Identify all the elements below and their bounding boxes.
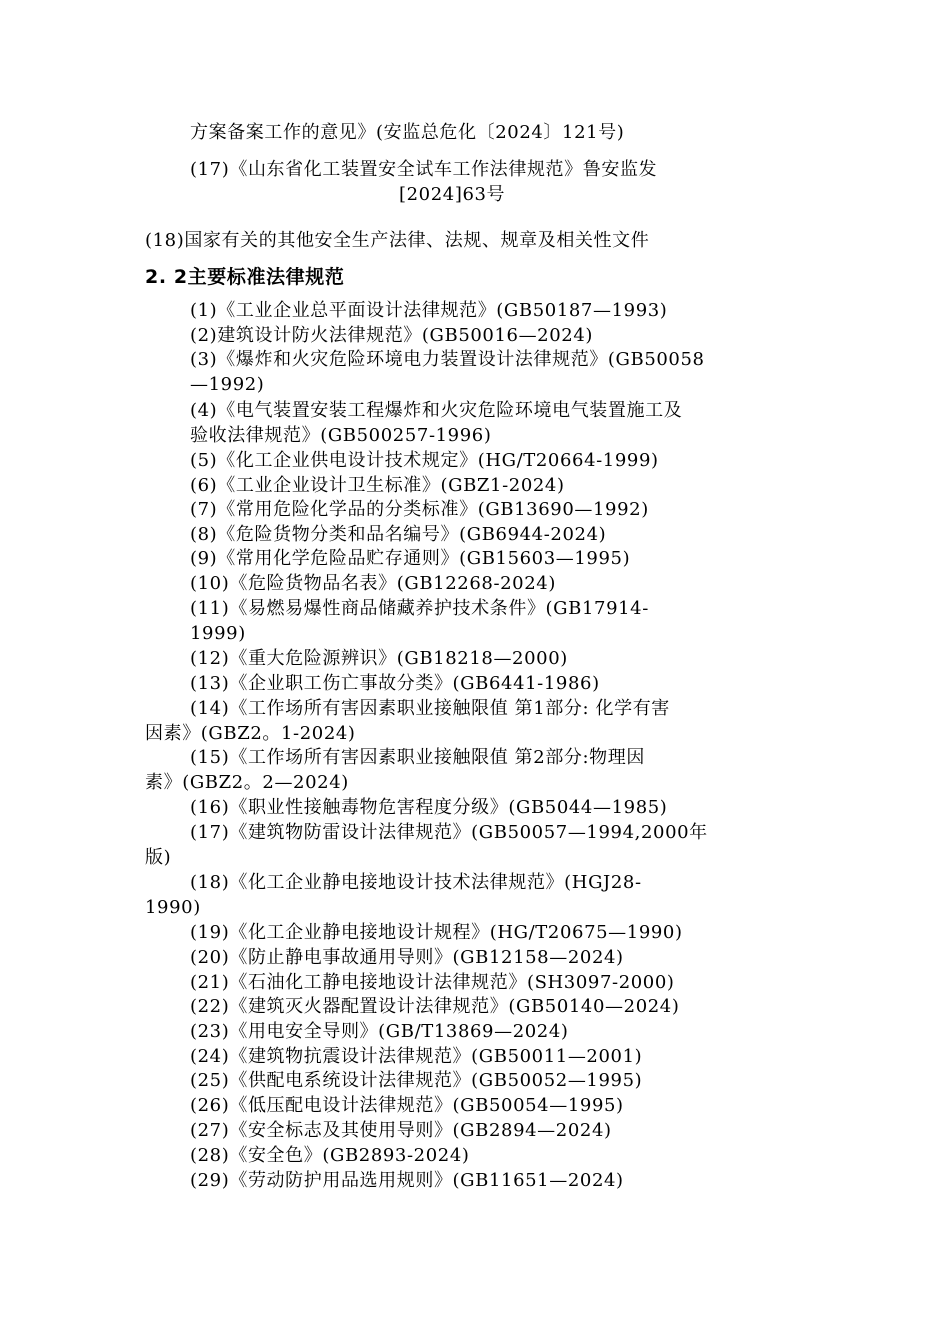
list-item <box>190 324 593 349</box>
list-item-text: 验收法律规范》(GB500257-1996) <box>190 425 492 446</box>
list-item-text: (11)《易燃易爆性商品储藏养护技术条件》(GB17914- <box>190 598 649 619</box>
list-item <box>190 1119 612 1144</box>
list-item-text: (19)《化工企业静电接地设计规程》(HG/T20675—1990) <box>190 922 683 943</box>
list-item <box>190 746 645 771</box>
list-item-text: 版) <box>145 847 172 868</box>
list-item-text: (5)《化工企业供电设计技术规定》(HG/T20664-1999) <box>190 450 659 471</box>
list-item-continuation <box>190 373 264 398</box>
list-item-text: (1)《工业企业总平面设计法律规范》(GB50187—1993) <box>190 300 668 321</box>
list-item <box>190 971 675 996</box>
list-item-text: (14)《工作场所有害因素职业接触限值 第1部分: 化学有害 <box>190 698 670 719</box>
list-item-text: (15)《工作场所有害因素职业接触限值 第2部分:物理因 <box>190 747 645 768</box>
list-item-text: 素》(GBZ2。2—2024) <box>145 772 349 793</box>
list-item-continuation <box>145 846 171 871</box>
list-item-text: (4)《电气装置安装工程爆炸和火灾危险环境电气装置施工及 <box>190 400 683 421</box>
list-item-text: (22)《建筑灭火器配置设计法律规范》(GB50140—2024) <box>190 996 680 1017</box>
text-line: 方案备案工作的意见》(安监总危化〔2024〕121号) <box>190 122 625 143</box>
list-item-text: (18)《化工企业静电接地设计技术法律规范》(HGJ28- <box>190 872 642 893</box>
list-item <box>190 1094 624 1119</box>
list-item-text: (7)《常用危险化学品的分类标准》(GB13690—1992) <box>190 499 649 520</box>
list-item-text: 1990) <box>145 897 201 918</box>
list-item <box>190 523 606 548</box>
list-item-text: (28)《安全色》(GB2893-2024) <box>190 1145 470 1166</box>
list-item <box>190 1169 624 1194</box>
list-item-text: 因素》(GBZ2。1-2024) <box>145 723 356 744</box>
list-item-text: (2)建筑设计防火法律规范》(GB50016—2024) <box>190 325 594 346</box>
list-item-text: (17)《建筑物防雷设计法律规范》(GB50057—1994,2000年 <box>190 822 708 843</box>
list-item <box>190 821 708 846</box>
list-item-text: (29)《劳动防护用品选用规则》(GB11651—2024) <box>190 1170 624 1191</box>
list-item-text: (23)《用电安全导则》(GB/T13869—2024) <box>190 1021 569 1042</box>
list-item <box>190 1045 642 1070</box>
list-item <box>190 921 683 946</box>
list-item-continuation <box>190 622 246 647</box>
list-item-text: (9)《常用化学危险品贮存通则》(GB15603—1995) <box>190 548 631 569</box>
list-item <box>190 348 705 373</box>
list-item <box>190 572 556 597</box>
list-item <box>190 946 624 971</box>
list-item <box>190 1020 569 1045</box>
list-item-text: (12)《重大危险源辨识》(GB18218—2000) <box>190 648 568 669</box>
list-item <box>190 547 630 572</box>
list-item-continuation <box>145 896 201 921</box>
list-item <box>190 399 682 424</box>
list-item <box>190 474 565 499</box>
list-item <box>190 871 642 896</box>
list-item-text: (27)《安全标志及其使用导则》(GB2894—2024) <box>190 1120 612 1141</box>
text-line: (17)《山东省化工装置安全试车工作法律规范》鲁安监发 <box>190 159 658 180</box>
text-line: [2024]63号 <box>399 184 506 205</box>
list-item <box>190 1144 470 1169</box>
list-item <box>190 597 649 622</box>
list-item-text: (13)《企业职工伤亡事故分类》(GB6441-1986) <box>190 673 600 694</box>
text-line: (18)国家有关的其他安全生产法律、法规、规章及相关性文件 <box>145 230 650 251</box>
list-item-text: 1999) <box>190 623 246 644</box>
list-item-text: (16)《职业性接触毒物危害程度分级》(GB5044—1985) <box>190 797 668 818</box>
list-item <box>190 672 600 697</box>
list-item-text: (6)《工业企业设计卫生标准》(GBZ1-2024) <box>190 475 565 496</box>
list-item-text: (24)《建筑物抗震设计法律规范》(GB50011—2001) <box>190 1046 643 1067</box>
list-item <box>190 449 659 474</box>
list-item <box>190 299 667 324</box>
list-item <box>190 796 667 821</box>
list-item-text: (25)《供配电系统设计法律规范》(GB50052—1995) <box>190 1070 643 1091</box>
list-item-text: (26)《低压配电设计法律规范》(GB50054—1995) <box>190 1095 624 1116</box>
list-item-text: —1992) <box>190 374 265 395</box>
list-item-text: (21)《石油化工静电接地设计法律规范》(SH3097-2000) <box>190 972 675 993</box>
list-item-text: (8)《危险货物分类和品名编号》(GB6944-2024) <box>190 524 607 545</box>
list-item-text: (3)《爆炸和火灾危险环境电力装置设计法律规范》(GB50058 <box>190 349 705 370</box>
list-item <box>190 647 568 672</box>
list-item-continuation <box>190 424 491 449</box>
list-item-continuation <box>145 722 356 747</box>
section-heading: 2. 2主要标准法律规范 <box>145 266 345 288</box>
list-item-text: (20)《防止静电事故通用导则》(GB12158—2024) <box>190 947 624 968</box>
list-item-text: (10)《危险货物品名表》(GB12268-2024) <box>190 573 556 594</box>
list-item <box>190 1069 642 1094</box>
list-item <box>190 498 649 523</box>
list-item <box>190 697 670 722</box>
list-item <box>190 995 679 1020</box>
list-item-continuation <box>145 771 349 796</box>
